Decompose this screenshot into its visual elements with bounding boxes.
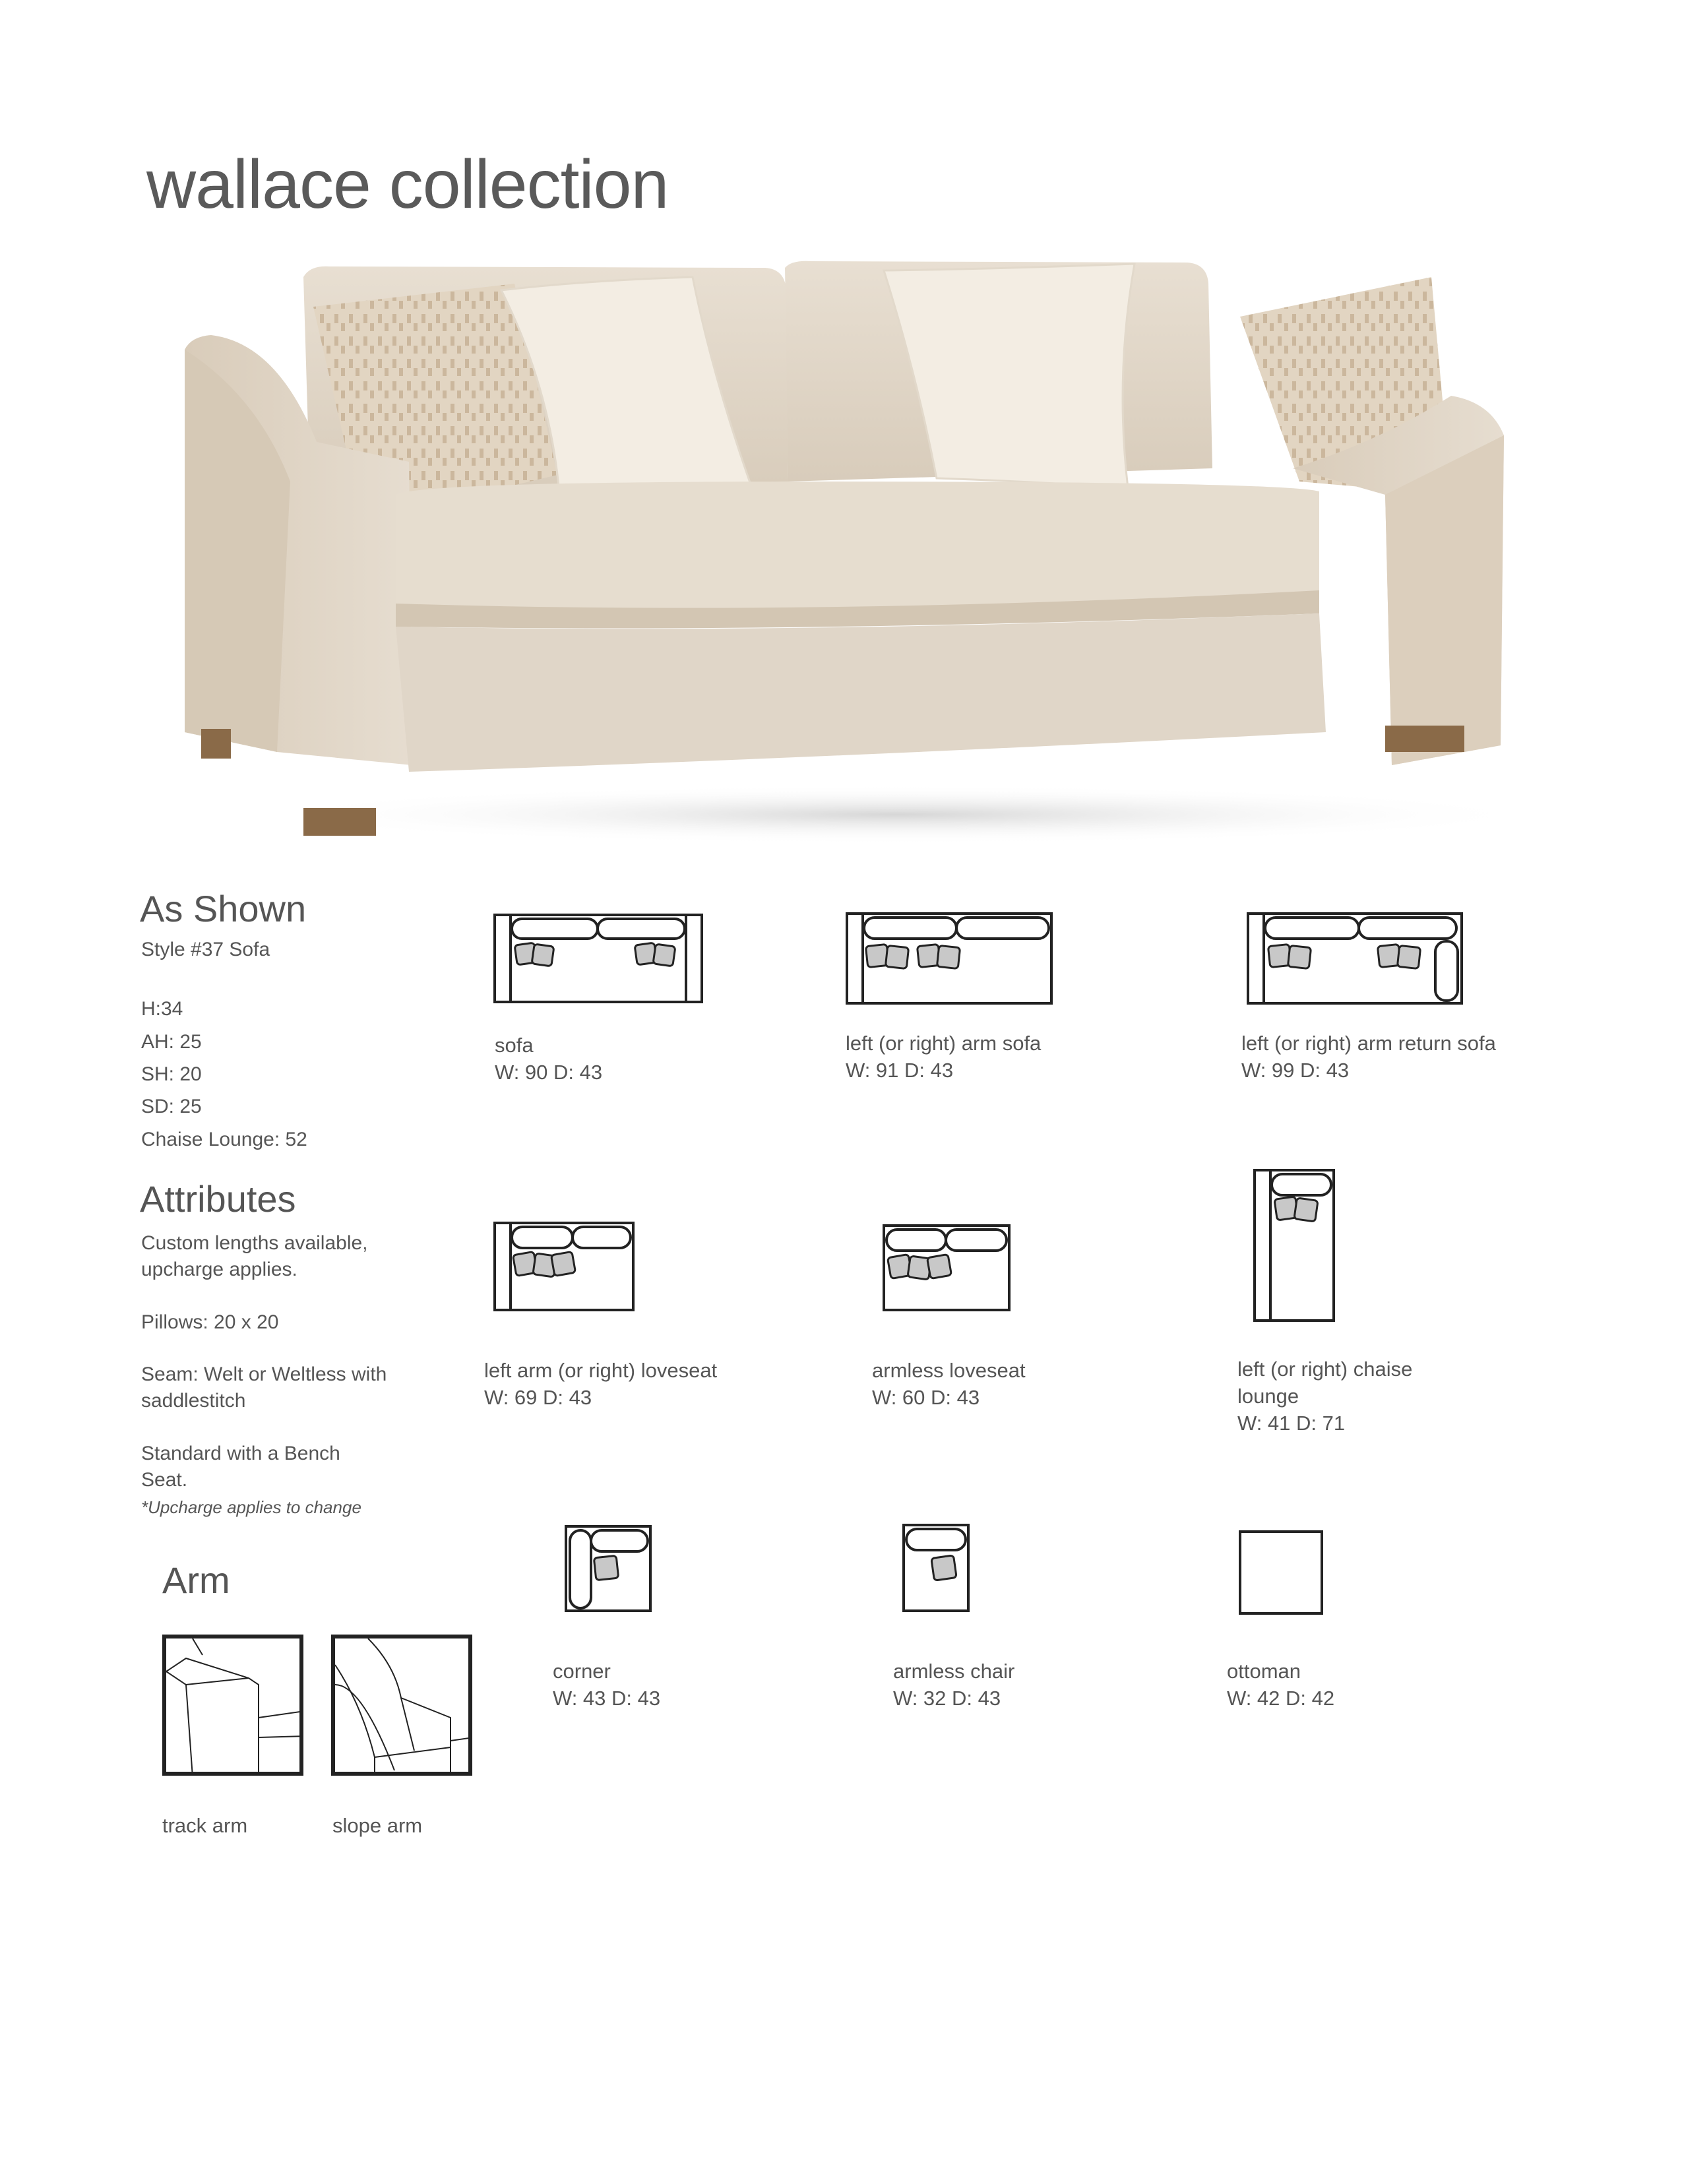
sofa-plan-diagram xyxy=(493,914,704,1006)
armless-chair-plan-diagram xyxy=(902,1524,971,1613)
config-name: armless chair xyxy=(893,1660,1015,1683)
config-dims: W: 43 D: 43 xyxy=(553,1686,661,1710)
config-arm-loveseat-caption xyxy=(484,1357,717,1412)
config-dims: W: 42 D: 42 xyxy=(1227,1686,1335,1710)
config-corner-caption xyxy=(553,1658,660,1712)
config-name: sofa xyxy=(495,1034,534,1057)
attr-custom-2: upcharge applies. xyxy=(141,1259,297,1280)
track-arm-sketch xyxy=(162,1635,303,1776)
chaise-lounge-plan-diagram xyxy=(1253,1169,1336,1323)
ottoman-plan-diagram xyxy=(1239,1530,1324,1616)
arm-loveseat-plan-diagram xyxy=(493,1222,636,1313)
config-name-line2: lounge xyxy=(1237,1384,1299,1408)
attr-seam-2: saddlestitch xyxy=(141,1390,246,1412)
config-chaise-caption xyxy=(1237,1356,1412,1437)
as-shown-heading: As Shown xyxy=(140,888,307,929)
config-name: left arm (or right) loveseat xyxy=(484,1359,718,1382)
config-dims: W: 60 D: 43 xyxy=(872,1385,980,1409)
attr-seam-1: Seam: Welt or Weltless with xyxy=(141,1363,387,1385)
dim-arm-height: AH: 25 xyxy=(141,1031,202,1053)
attr-bench-1: Standard with a Bench xyxy=(141,1443,340,1464)
arm-return-sofa-plan-diagram xyxy=(1247,912,1464,1006)
config-ottoman-caption xyxy=(1227,1658,1334,1712)
config-arm-return-sofa-caption xyxy=(1241,1030,1496,1084)
attr-bench-2: Seat. xyxy=(141,1469,188,1491)
dim-chaise-lounge: Chaise Lounge: 52 xyxy=(141,1129,307,1150)
dim-seat-height: SH: 20 xyxy=(141,1063,202,1085)
config-name: armless loveseat xyxy=(872,1359,1026,1382)
config-armless-loveseat-caption xyxy=(872,1357,1026,1412)
armless-loveseat-plan-diagram xyxy=(883,1224,1012,1313)
corner-plan-diagram xyxy=(565,1525,653,1613)
slope-arm-sketch xyxy=(331,1635,472,1776)
arm-heading: Arm xyxy=(162,1559,230,1601)
track-arm-label: track arm xyxy=(162,1814,248,1837)
slope-arm-label: slope arm xyxy=(332,1814,423,1837)
config-dims: W: 32 D: 43 xyxy=(893,1686,1001,1710)
config-name-line1: left (or right) chaise xyxy=(1237,1357,1413,1381)
config-sofa-caption xyxy=(495,1032,602,1086)
config-name: left (or right) arm return sofa xyxy=(1241,1032,1496,1055)
dim-seat-depth: SD: 25 xyxy=(141,1096,202,1117)
attributes-heading: Attributes xyxy=(140,1178,296,1220)
attr-pillows: Pillows: 20 x 20 xyxy=(141,1311,279,1333)
config-arm-sofa-caption xyxy=(846,1030,1041,1084)
config-dims: W: 90 D: 43 xyxy=(495,1060,603,1084)
config-armless-chair-caption xyxy=(893,1658,1014,1712)
config-name: corner xyxy=(553,1660,611,1683)
page-title: wallace collection xyxy=(146,146,669,223)
style-number: Style #37 Sofa xyxy=(141,939,270,960)
config-name: left (or right) arm sofa xyxy=(846,1032,1042,1055)
arm-sofa-plan-diagram xyxy=(846,912,1054,1006)
config-dims: W: 99 D: 43 xyxy=(1241,1058,1350,1082)
config-name: ottoman xyxy=(1227,1660,1301,1683)
config-dims: W: 41 D: 71 xyxy=(1237,1411,1346,1435)
sofa-photo xyxy=(158,244,1511,858)
config-dims: W: 91 D: 43 xyxy=(846,1058,954,1082)
attr-custom-1: Custom lengths available, xyxy=(141,1232,368,1254)
dim-height: H:34 xyxy=(141,998,183,1020)
attr-upcharge-note: *Upcharge applies to change xyxy=(141,1497,361,1517)
config-dims: W: 69 D: 43 xyxy=(484,1385,592,1409)
